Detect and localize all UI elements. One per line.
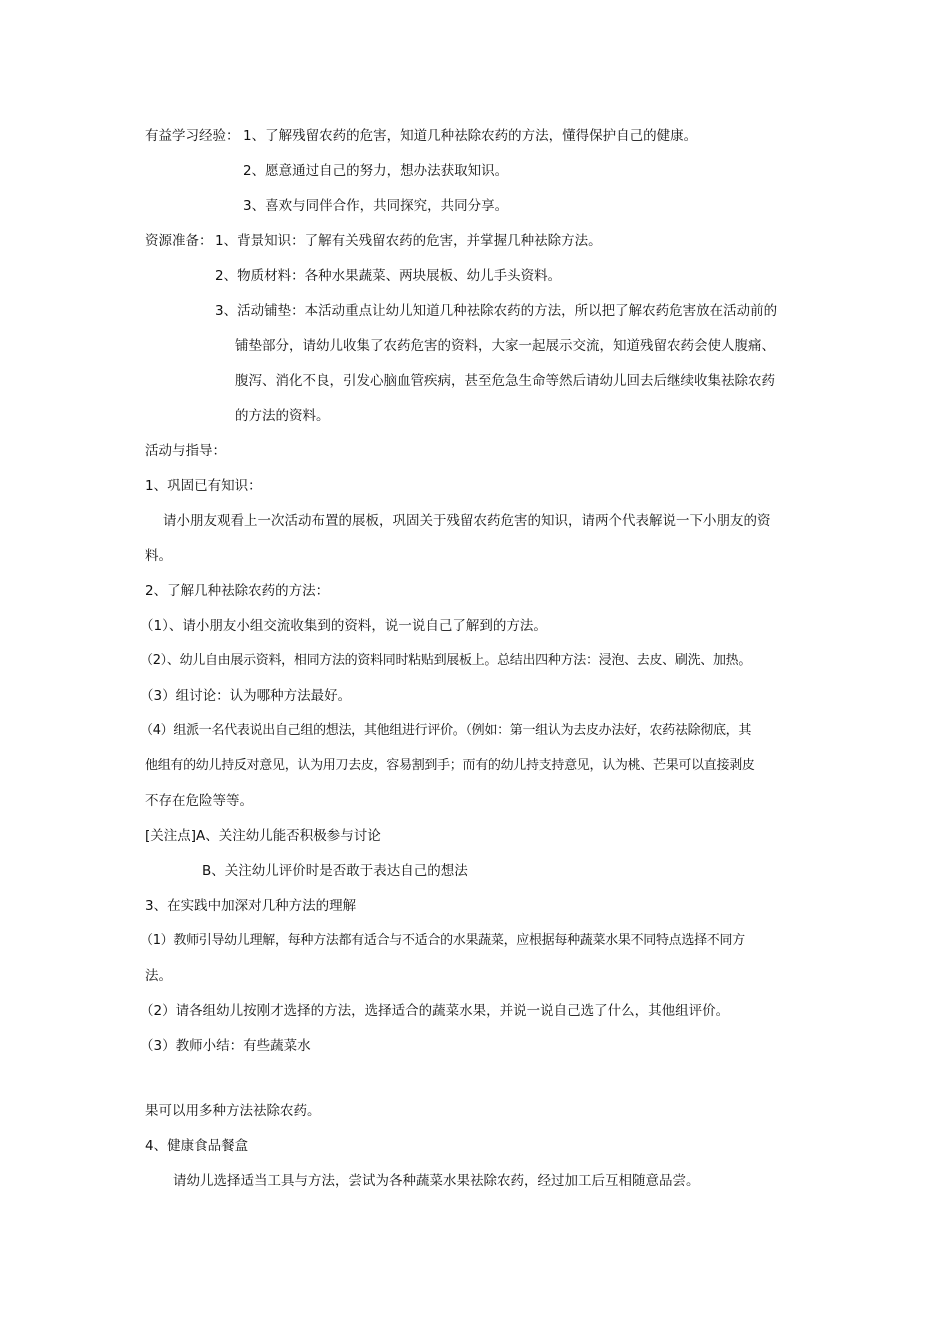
focus-text: [关注点]A、关注幼儿能否积极参与讨论 <box>145 828 381 844</box>
resource-item-3-text: 3、活动铺垫：本活动重点让幼儿知道几种祛除农药的方法，所以把了解农药危害放在活动前的 <box>215 303 778 319</box>
activity-title-text: 活动与指导： <box>145 443 226 459</box>
step1-text: 料。 <box>145 548 172 564</box>
focus-text: B、关注幼儿评价时是否敢于表达自己的想法 <box>202 863 468 879</box>
step3-sub-2-text: （2）请各组幼儿按刚才选择的方法，选择适合的蔬菜水果，并说一说自己选了什么，其他组评价。 <box>140 1003 730 1019</box>
goal-item-3: 3、喜欢与同伴合作，共同探究，共同分享。 <box>243 198 509 214</box>
resource-item-3-text: 铺垫部分，请幼儿收集了农药危害的资料，大家一起展示交流，知道残留农药会使人腹痛、 <box>235 338 775 354</box>
step1-title-text: 1、巩固已有知识： <box>145 478 262 494</box>
step3-title-text: 3、在实践中加深对几种方法的理解 <box>145 898 357 914</box>
step1-text: 请小朋友观看上一次活动布置的展板，巩固关于残留农药危害的知识，请两个代表解说一下小朋友的资 <box>163 513 771 529</box>
step4-title-text: 4、健康食品餐盒 <box>145 1138 249 1154</box>
goal-item-1: 1、了解残留农药的危害，知道几种祛除农药的方法，懂得保护自己的健康。 <box>243 128 698 144</box>
step2-sub-1-text: （1）、请小朋友小组交流收集到的资料，说一说自己了解到的方法。 <box>140 618 547 634</box>
step3-sub-1-text: （1）教师引导幼儿理解，每种方法都有适合与不适合的水果蔬菜，应根据每种蔬菜水果不同特点选择不同方 <box>140 933 745 948</box>
step2-sub-2-text: （2）、幼儿自由展示资料，相同方法的资料同时粘贴到展板上。总结出四种方法：浸泡、去皮、刷洗、加热。 <box>140 653 752 668</box>
step3-sub-3-cont-text: 果可以用多种方法祛除农药。 <box>145 1103 321 1119</box>
resource-item-3-text: 的方法的资料。 <box>235 408 330 424</box>
step2-sub-4-text: 不存在危险等等。 <box>145 793 253 809</box>
resource-item-3-text: 腹泻、消化不良，引发心脑血管疾病，甚至危急生命等然后请幼儿回去后继续收集祛除农药 <box>235 373 775 389</box>
step4-body-text: 请幼儿选择适当工具与方法，尝试为各种蔬菜水果祛除农药，经过加工后互相随意品尝。 <box>173 1173 700 1189</box>
resources-label: 资源准备： <box>145 233 213 249</box>
goal-item-2: 2、愿意通过自己的努力，想办法获取知识。 <box>243 163 509 179</box>
goals-label: 有益学习经验： <box>145 128 240 144</box>
step2-sub-3-text: （3）组讨论：认为哪种方法最好。 <box>140 688 352 704</box>
step2-title-text: 2、了解几种祛除农药的方法： <box>145 583 330 599</box>
resource-item-1: 1、背景知识：了解有关残留农药的危害，并掌握几种祛除方法。 <box>215 233 602 249</box>
resource-item-2: 2、物质材料：各种水果蔬菜、两块展板、幼儿手头资料。 <box>215 268 562 284</box>
step3-sub-3-text: （3）教师小结：有些蔬菜水 <box>140 1038 311 1054</box>
step2-sub-4-text: 他组有的幼儿持反对意见，认为用刀去皮，容易割到手；而有的幼儿持支持意见，认为桃、芒果可以直接剥皮 <box>145 758 755 773</box>
step2-sub-4-text: （4）组派一名代表说出自己组的想法，其他组进行评价。（例如：第一组认为去皮办法好，农药祛除彻底，其 <box>140 723 752 738</box>
step3-sub-1-text: 法。 <box>145 968 172 984</box>
